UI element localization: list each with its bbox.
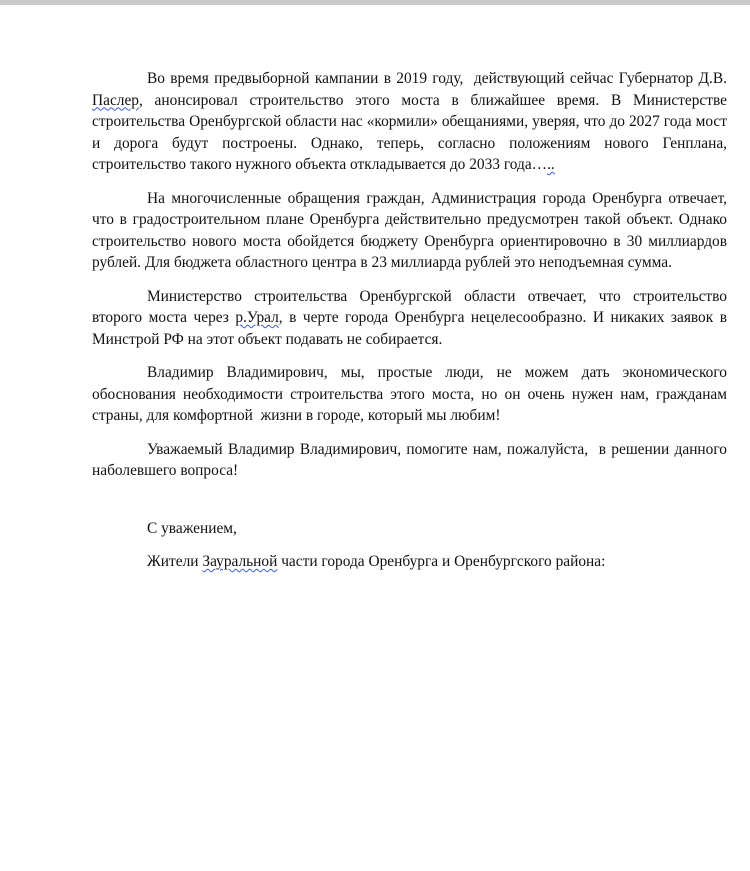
document-page[interactable] bbox=[92, 68, 731, 585]
spellcheck-flagged-word[interactable]: р.Урал bbox=[235, 309, 279, 326]
spellcheck-flagged-word[interactable]: .. bbox=[547, 156, 555, 173]
body-paragraph bbox=[92, 286, 731, 351]
text-run: Владимир Владимирович, мы, простые люди, не можем дать экономического обоснования необходимости строительства этого моста, но он очень нужен нам, гражданам страны, для комфортной жизни в городе, который мы любим! bbox=[92, 364, 731, 424]
text-run: Жители bbox=[147, 553, 203, 570]
window-top-strip bbox=[0, 0, 750, 5]
regards-line: С уважением, bbox=[147, 519, 237, 537]
body-paragraph bbox=[92, 188, 731, 274]
signature-line bbox=[92, 551, 727, 573]
text-run: На многочисленные обращения граждан, Администрация города Оренбурга отвечает, что в градостроительном плане Оренбурга действительно предусмотрен такой объект. Однако строительство нового моста обойдется бюджету Оренбурга ориентировочно в 30 миллиардов рублей. Для бюджета областного центра в 23 миллиарда рублей это неподъемная сумма. bbox=[92, 189, 731, 271]
body-paragraph bbox=[92, 362, 731, 427]
text-run: Уважаемый Владимир Владимирович, помогите нам, пожалуйста, в решении данного наболевшего вопроса! bbox=[92, 440, 731, 479]
text-run: части города Оренбурга и Оренбургского района: bbox=[277, 553, 606, 570]
closing-block bbox=[92, 518, 727, 573]
body-paragraph bbox=[92, 439, 731, 482]
spellcheck-flagged-word[interactable]: Паслер bbox=[92, 91, 139, 109]
spellcheck-flagged-word[interactable]: Зауральной bbox=[202, 553, 278, 570]
body-paragraph bbox=[92, 68, 731, 176]
document-body bbox=[92, 68, 731, 482]
text-run: Министерство строительства Оренбургской области отвечает, что строительство второго моста через bbox=[92, 287, 731, 326]
text-run: Во время предвыборной кампании в 2019 году, действующий сейчас Губернатор Д.В. bbox=[147, 70, 731, 87]
text-run: , в черте города Оренбурга нецелесообразно. И никаких заявок в Минстрой РФ на этот объект подавать не собирается. bbox=[92, 309, 731, 348]
text-run: , анонсировал строительство этого моста в ближайшее время. В Министерстве строительства Оренбургской области нас «кормили» обещаниями, уверяя, что до 2027 года мост и дорога будут построены. Однако, теперь, согласно положениям нового Генплана, строительство такого нужного объекта откладывается до 2033 года… bbox=[92, 91, 731, 173]
